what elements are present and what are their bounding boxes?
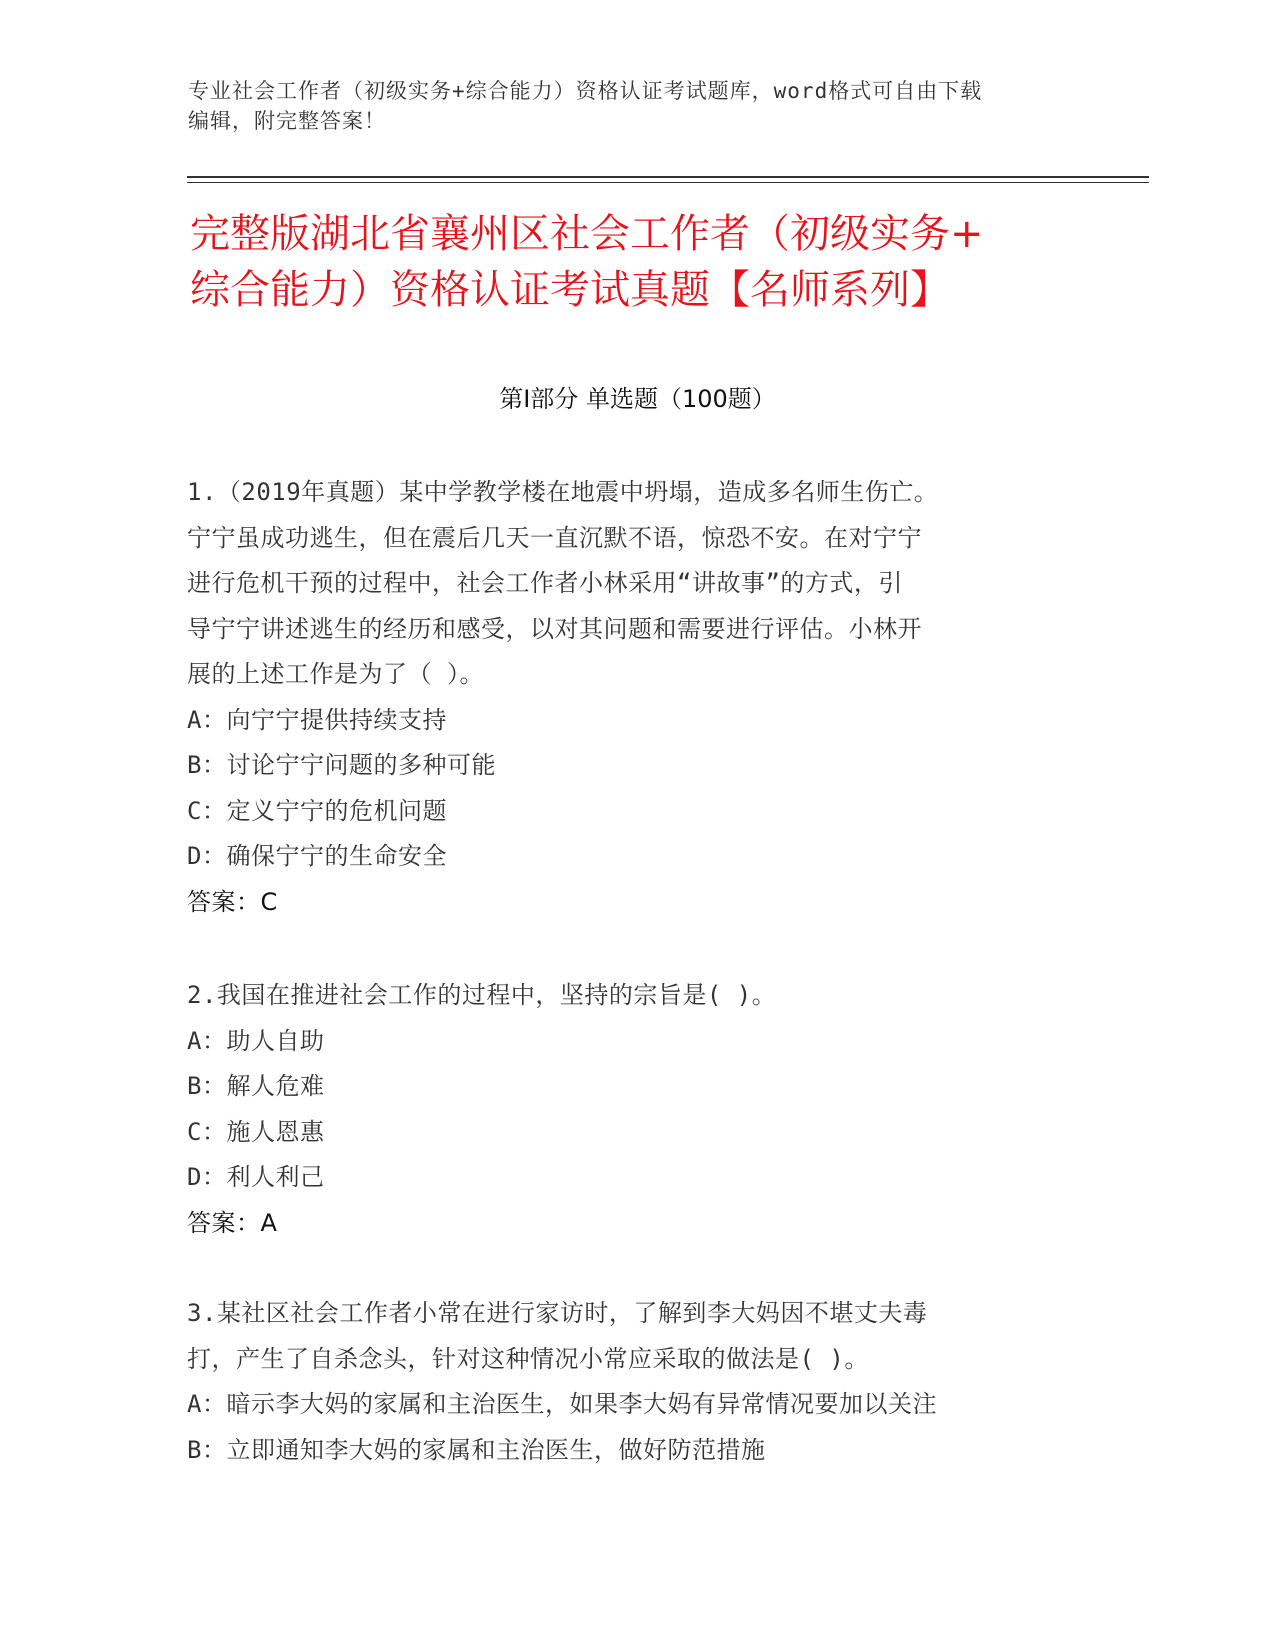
- title-line: 综合能力）资格认证考试真题【名师系列】: [190, 267, 950, 313]
- question-stem-line: 进行危机干预的过程中，社会工作者小林采用“讲故事”的方式，引: [187, 569, 903, 597]
- question-stem-line: 3.某社区社会工作者小常在进行家访时，了解到李大妈因不堪丈夫毒: [187, 1299, 928, 1327]
- header-note: [188, 76, 1088, 136]
- question-stem-line: 打，产生了自杀念头，针对这种情况小常应采取的做法是( )。: [187, 1344, 869, 1373]
- question-2: [187, 973, 1087, 1246]
- question-stem-line: 2.我国在推进社会工作的过程中，坚持的宗旨是( )。: [187, 981, 777, 1009]
- option-b: B：解人危难: [187, 1072, 325, 1100]
- option-a: A：向宁宁提供持续支持: [187, 705, 447, 734]
- question-stem-line: 导宁宁讲述逃生的经历和感受，以对其问题和需要进行评估。小林开: [187, 614, 922, 643]
- option-d: D：利人利己: [187, 1163, 325, 1191]
- header-rule-thin: [187, 182, 1149, 183]
- option-a: A：助人自助: [187, 1026, 325, 1055]
- option-a: A：暗示李大妈的家属和主治医生，如果李大妈有异常情况要加以关注: [187, 1390, 937, 1418]
- question-1: [187, 470, 1087, 925]
- option-c: C：定义宁宁的危机问题: [187, 796, 447, 825]
- option-c: C：施人恩惠: [187, 1117, 325, 1146]
- answer-label: 答案：A: [187, 1208, 278, 1237]
- header-note-line: 编辑，附完整答案！: [188, 109, 386, 133]
- option-d: D：确保宁宁的生命安全: [187, 842, 447, 870]
- header-note-line: 专业社会工作者（初级实务+综合能力）资格认证考试题库，word格式可自由下载: [188, 79, 983, 103]
- document-title: [190, 206, 1110, 318]
- section-heading: 第Ⅰ部分 单选题（100题）: [499, 385, 776, 413]
- header-rule-thick: [187, 176, 1149, 178]
- answer-label: 答案：C: [187, 887, 278, 916]
- question-stem-line: 展的上述工作是为了（ ）。: [187, 660, 484, 688]
- title-line: 完整版湖北省襄州区社会工作者（初级实务+: [190, 211, 984, 257]
- question-3: [187, 1291, 1087, 1473]
- question-stem-line: 1.（2019年真题）某中学教学楼在地震中坍塌，造成多名师生伤亡。: [187, 478, 939, 506]
- option-b: B：讨论宁宁问题的多种可能: [187, 751, 496, 779]
- option-b: B：立即通知李大妈的家属和主治医生，做好防范措施: [187, 1435, 766, 1464]
- question-stem-line: 宁宁虽成功逃生，但在震后几天一直沉默不语，惊恐不安。在对宁宁: [187, 523, 922, 552]
